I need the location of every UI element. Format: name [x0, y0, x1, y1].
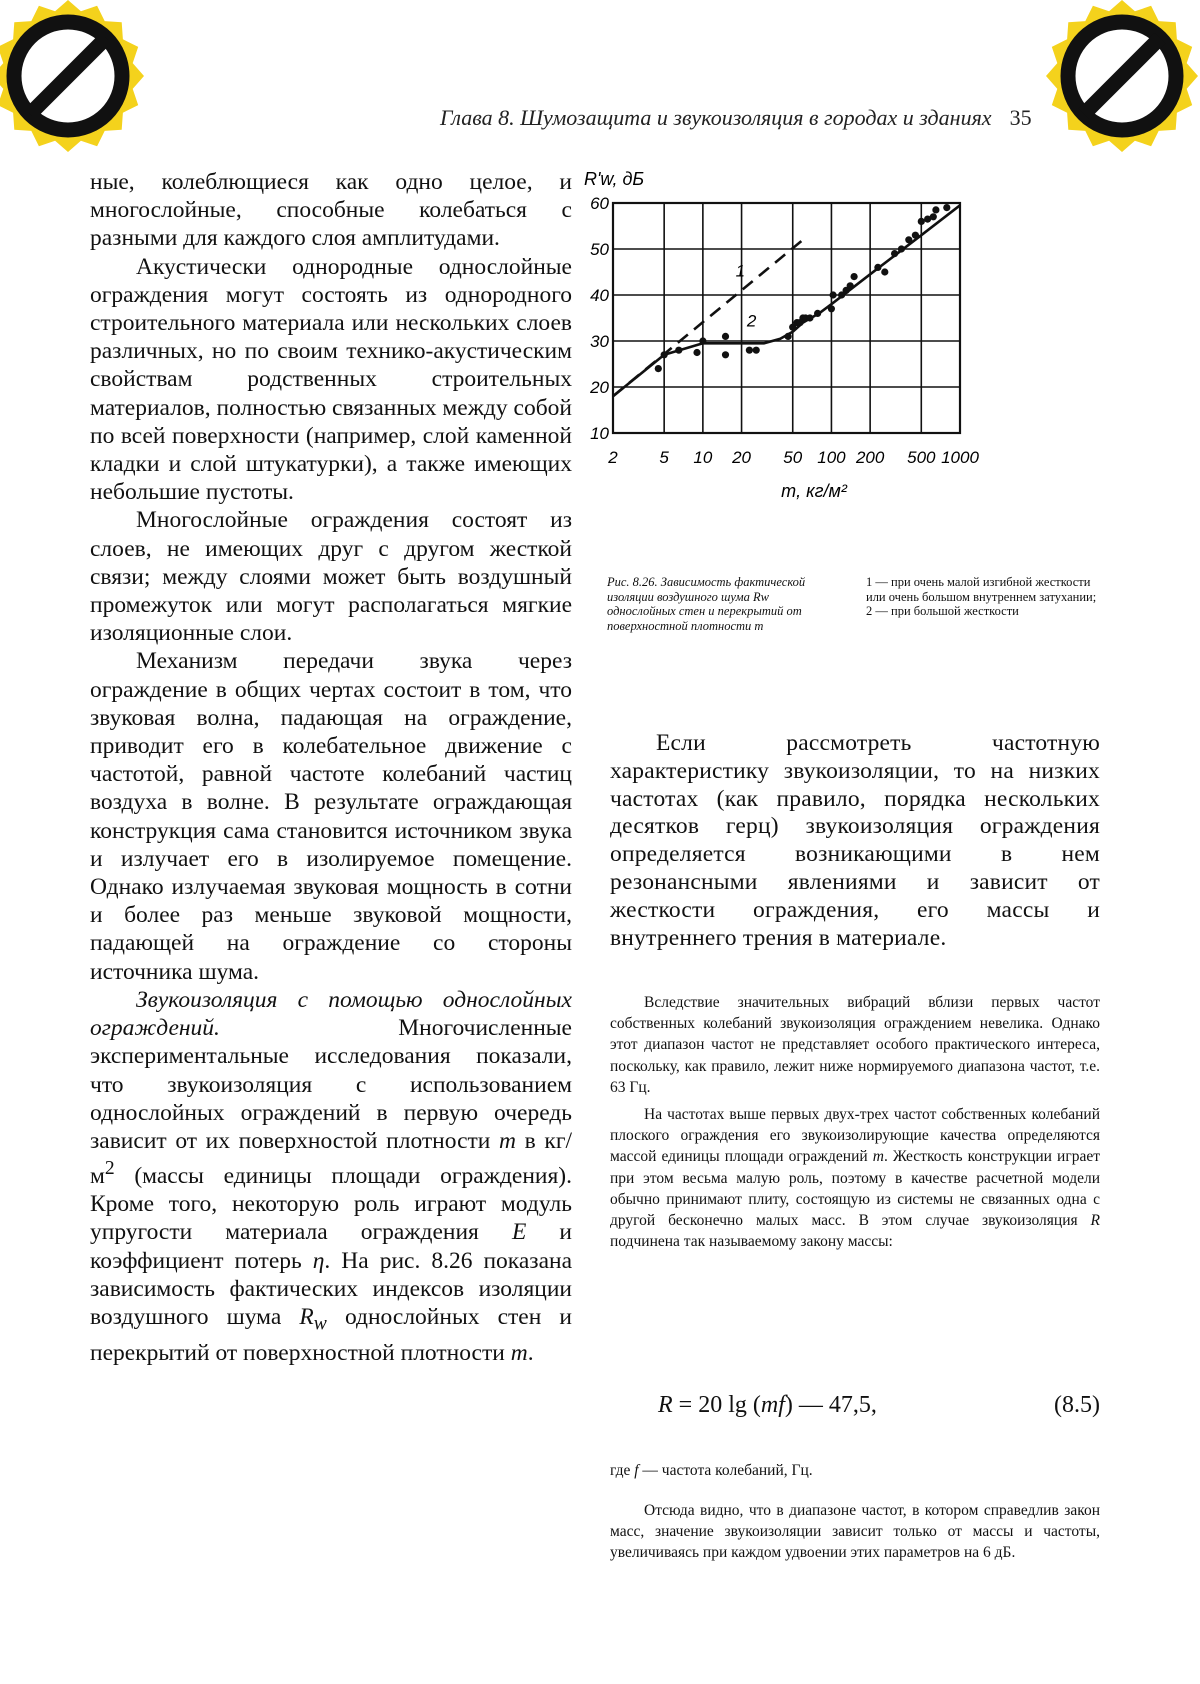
- series-label: 2: [746, 311, 757, 331]
- data-point: [830, 291, 837, 298]
- data-point: [722, 351, 729, 358]
- y-tick-label: 50: [590, 240, 609, 259]
- y-tick-label: 30: [590, 332, 609, 351]
- figure-legend: 1 — при очень малой изгибной жесткости или очень большом внутреннем затухании; 2 — при большой жесткости: [866, 575, 1097, 618]
- x-tick-label: 5: [659, 448, 669, 467]
- running-header: [440, 105, 1100, 131]
- data-point: [905, 236, 912, 243]
- data-point: [851, 273, 858, 280]
- data-point: [891, 250, 898, 257]
- data-point: [847, 282, 854, 289]
- formula-number: (8.5): [1054, 1392, 1100, 1418]
- formula-8-5: [610, 1392, 1100, 1426]
- x-tick-label: 200: [855, 448, 885, 467]
- formula-legend: где f — частота колебаний, Гц.: [610, 1462, 813, 1479]
- series-line-2: [613, 205, 960, 396]
- chart: [584, 169, 1104, 570]
- data-point: [930, 213, 937, 220]
- paragraph: На частотах выше первых двух-трех частот собственных колебаний плоского ограждения его звукоизолирующие качества определяются массой единицы площади ограждений m. Жесткость конструкции играет при этом весьма малую роль, поэтому в качестве расчетной модели обычно принимают плиту, состоящую из системы не связанных одна с другой бесконечно малых масс. В этом случае звукоизоляция R подчинена так называемому закону массы:: [610, 1106, 1100, 1251]
- paragraph: Если рассмотреть частотную характеристику звукоизоляции, то на низких частотах (как правило, порядка нескольких десятков герц) звукоизоляция ограждения определяется возникающими в нем резонансными явлениями и зависит от жесткости ограждения, его массы и внутреннего трения в материале.: [610, 730, 1100, 951]
- data-point: [912, 232, 919, 239]
- paragraph: Отсюда видно, что в диапазоне частот, в котором справедлив закон масс, значение звукоизоляции зависит только от массы и частоты, увеличиваясь при каждом удвоении этих параметров на 6 дБ.: [610, 1502, 1100, 1562]
- running-title: Глава 8. Шумозащита и звукоизоляция в городах и зданиях: [440, 105, 992, 130]
- data-point: [785, 333, 792, 340]
- right-column-lead: [610, 730, 1100, 952]
- data-point: [746, 347, 753, 354]
- data-point: [806, 314, 813, 321]
- data-point: [661, 351, 668, 358]
- data-point: [874, 264, 881, 271]
- y-tick-label: 60: [590, 194, 609, 213]
- section-heading: Звукоизоляция с помощью однослойных ограждений.: [90, 986, 572, 1042]
- data-point: [693, 349, 700, 356]
- right-column-body: [610, 992, 1100, 1258]
- data-point: [722, 333, 729, 340]
- data-point: [898, 245, 905, 252]
- prohibited-sign-icon: [0, 0, 146, 154]
- series-label: 1: [735, 261, 746, 281]
- figure-8-26: [584, 169, 1104, 645]
- x-tick-label: 10: [693, 448, 713, 467]
- data-point: [943, 204, 950, 211]
- figure-caption: Рис. 8.26. Зависимость фактической изоляции воздушного шума Rw однослойных стен и перекрытий от поверхностной плотности m: [607, 575, 806, 633]
- paragraph: ные, колеблющиеся как одно целое, и многослойные, способные колебаться с разными для каждого слоя амплитудами.: [90, 169, 572, 252]
- data-point: [814, 310, 821, 317]
- formula-expression: R = 20 lg (mf) — 47,5,: [658, 1392, 877, 1418]
- left-column: [90, 168, 572, 1367]
- x-tick-label: 1000: [941, 448, 979, 467]
- right-column-final: [610, 1500, 1100, 1564]
- data-point: [699, 337, 706, 344]
- x-tick-label: 100: [817, 448, 846, 467]
- data-point: [655, 365, 662, 372]
- paragraph: Звукоизоляция с помощью однослойных ограждений. Многочисленные экспериментальные исследования показали, что звукоизоляция с использованием однослойных ограждений в первую очередь зависит от их поверхностой плотности m в $кг/м^2$ (массы единицы площади ограждения). Кроме того, некоторую роль играют модуль упругости материала ограждения E и коэффициент потерь η. На рис. 8.26 показана зависимость фактических индексов изоляции воздушного шума $R_w$ однослойных стен и перекрытий от поверхностной плотности m.: [90, 986, 573, 1366]
- x-tick-label: 2: [608, 448, 618, 467]
- data-point: [828, 305, 835, 312]
- y-tick-label: 20: [590, 378, 609, 397]
- x-tick-label: 20: [732, 448, 752, 467]
- data-point: [881, 268, 888, 275]
- x-tick-label: 50: [783, 448, 803, 467]
- y-axis-label: R'w, дБ: [584, 169, 645, 189]
- data-point: [675, 347, 682, 354]
- x-tick-label: 500: [907, 448, 936, 467]
- y-tick-label: 10: [590, 424, 609, 443]
- paragraph: Акустически однородные однослойные ограждения могут состоять из однородного строительного материала или нескольких слоев различных, но по своим технико-акустическим свойствам родственных строительных материалов, полностью связанных между собой по всей поверхности (например, слой каменной кладки и слой штукатурки), а также имеющих небольшие пустоты.: [90, 253, 572, 506]
- x-axis-label: m, кг/м²: [781, 481, 847, 501]
- page-number: 35: [1009, 105, 1032, 130]
- paragraph: Вследствие значительных вибраций вблизи первых частот собственных колебаний звукоизоляция ограждением невелика. Однако этот диапазон частот не представляет особого практического интереса, поскольку, как правило, лежит ниже нормируемого диапазона частот, т.е. 63 Гц.: [610, 994, 1100, 1096]
- data-point: [918, 218, 925, 225]
- paragraph: Механизм передачи звука через ограждение в общих чертах состоит в том, что звуковая волна, падающая на ограждение, приводит его в колебательное движение с частотой, равной частоте колебаний частиц воздуха в волне. В результате ограждающая конструкция сама становится источником звука и излучает его в изолируемое помещение. Однако излучаемая звуковая мощность в сотни и более раз меньше звуковой мощности, падающей на ограждение со стороны источника шума.: [90, 648, 572, 985]
- data-point: [932, 206, 939, 213]
- paragraph: Многослойные ограждения состоят из слоев, не имеющих друг с другом жесткой связи; между слоями может быть воздушный промежуток или могут располагаться мягкие изоляционные слои.: [90, 507, 572, 647]
- y-tick-label: 40: [590, 286, 609, 305]
- data-point: [753, 347, 760, 354]
